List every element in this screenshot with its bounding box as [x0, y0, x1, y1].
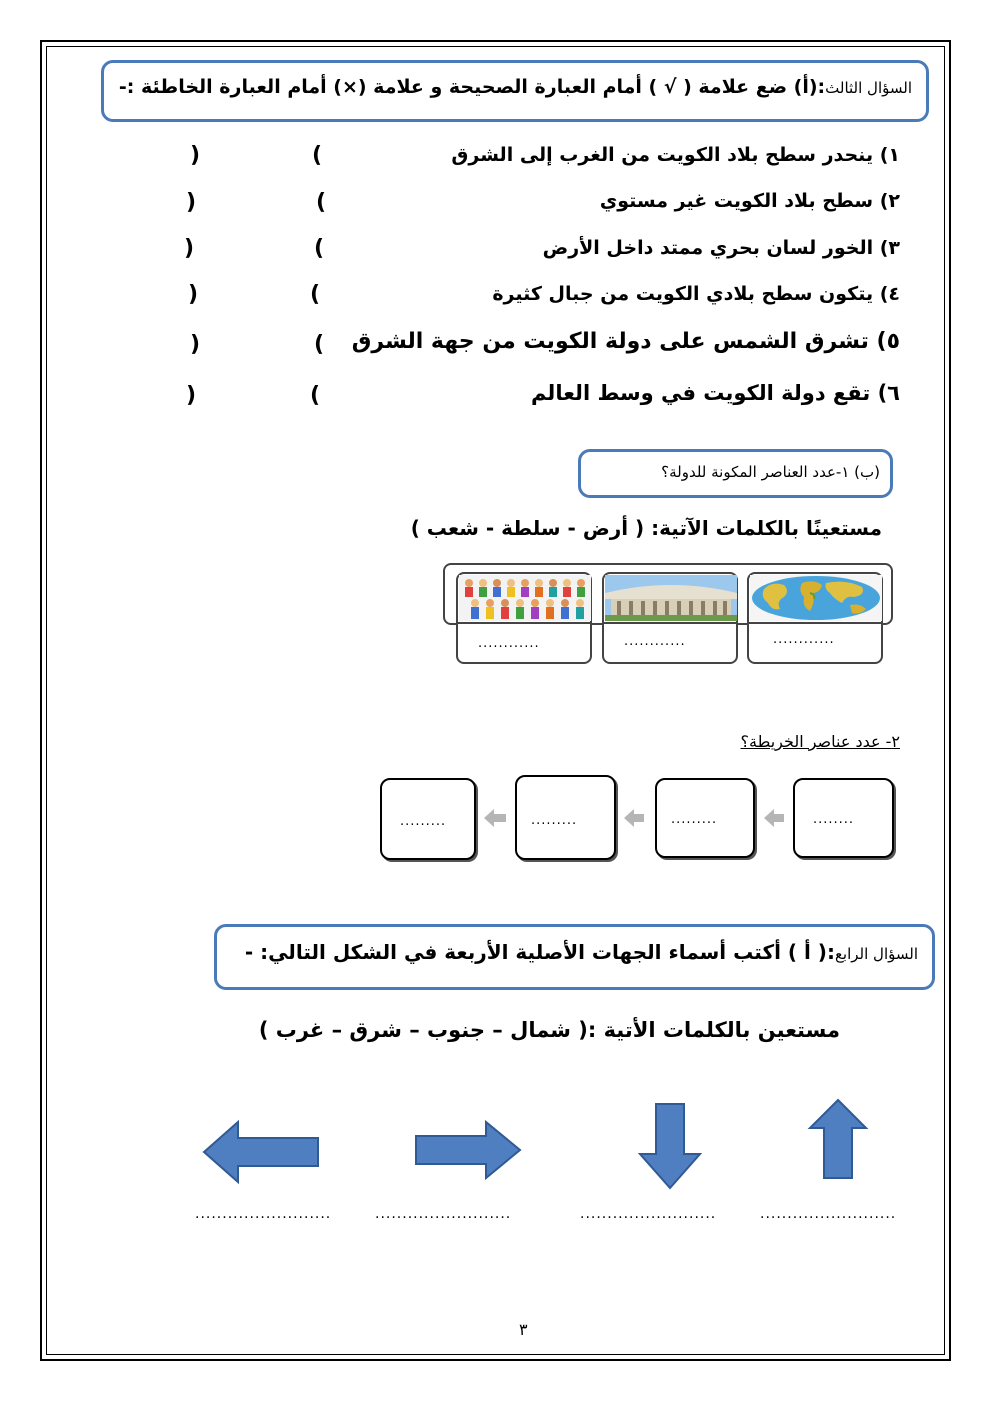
direction-arrows [0, 1098, 992, 1198]
arrow-down-icon [640, 1104, 700, 1188]
arrow-left-icon [204, 1122, 318, 1182]
picture-blank-building[interactable]: ............ [624, 634, 686, 649]
map-element-blank-2[interactable]: ......... [671, 812, 718, 827]
q3-header [119, 76, 912, 98]
answer-paren-close-3[interactable]: ) [184, 236, 195, 261]
answer-paren-open-4[interactable]: ( [310, 282, 321, 307]
direction-blank-right[interactable]: ......................... [375, 1206, 512, 1222]
arrow-right-icon [416, 1122, 520, 1178]
world-map-icon [750, 575, 882, 621]
crowd-people-icon [459, 575, 591, 621]
statement-2: ٢) سطح بلاد الكويت غير مستوي [599, 190, 900, 212]
part-b-hint: مستعينًا بالكلمات الآتية: ( أرض - سلطة - شعب ) [410, 516, 882, 540]
map-element-blank-3[interactable]: ......... [531, 813, 578, 828]
map-chain-arrows [0, 798, 992, 838]
map-question: ٢- عدد عناصر الخريطة؟ [740, 732, 900, 751]
parliament-building-icon [605, 575, 737, 621]
q4-header [245, 940, 918, 964]
gray-arrow-left-icon [624, 809, 644, 827]
page-number: ٣ [519, 1320, 528, 1339]
direction-blank-left[interactable]: ......................... [195, 1206, 332, 1222]
gray-arrow-left-icon [764, 809, 784, 827]
picture-card-land [747, 572, 883, 664]
arrow-up-icon [810, 1100, 866, 1178]
answer-paren-close-6[interactable]: ) [186, 383, 197, 408]
part-b-label: (ب) ١-عدد العناصر المكونة للدولة؟ [661, 463, 880, 481]
statement-5: ٥) تشرق الشمس على دولة الكويت من جهة الشرق [351, 329, 900, 354]
q3-header-label: السؤال الثالث [825, 79, 912, 97]
statement-1: ١) ينحدر سطح بلاد الكويت من الغرب إلى الشرق [451, 144, 900, 166]
q4-hint: مستعين بالكلمات الأتية :( شمال – جنوب – شرق – غرب ) [258, 1018, 840, 1042]
answer-paren-open-5[interactable]: ( [314, 332, 325, 357]
map-element-blank-4[interactable]: ......... [400, 814, 447, 829]
q4-header-text: :( أ ) أكتب أسماء الجهات الأصلية الأربعة في الشكل التالي: - [244, 940, 835, 964]
picture-blank-people[interactable]: ............ [478, 636, 540, 651]
answer-paren-open-1[interactable]: ( [312, 143, 323, 168]
q4-header-label: السؤال الرابع [834, 945, 918, 963]
answer-paren-open-3[interactable]: ( [314, 236, 325, 261]
picture-blank-land[interactable]: ............ [773, 632, 835, 647]
statement-4: ٤) يتكون سطح بلادي الكويت من جبال كثيرة [492, 283, 900, 305]
answer-paren-close-5[interactable]: ) [190, 332, 201, 357]
statement-6: ٦) تقع دولة الكويت في وسط العالم [530, 381, 900, 405]
map-element-blank-1[interactable]: ........ [813, 812, 855, 827]
answer-paren-open-2[interactable]: ( [316, 190, 327, 215]
q3-header-text: :(أ) ضع علامة ( √ ) أمام العبارة الصحيحة و علامة (×) أمام العبارة الخاطئة :- [118, 76, 826, 98]
gray-arrow-left-icon [484, 809, 506, 827]
answer-paren-open-6[interactable]: ( [310, 383, 321, 408]
answer-paren-close-4[interactable]: ) [188, 282, 199, 307]
direction-blank-up[interactable]: ......................... [760, 1206, 897, 1222]
picture-card-people [456, 572, 592, 664]
statement-3: ٣) الخور لسان بحري ممتد داخل الأرض [542, 237, 900, 259]
answer-paren-close-2[interactable]: ) [186, 190, 197, 215]
direction-blank-down[interactable]: ......................... [580, 1206, 717, 1222]
answer-paren-close-1[interactable]: ) [190, 143, 201, 168]
picture-card-building [602, 572, 738, 664]
